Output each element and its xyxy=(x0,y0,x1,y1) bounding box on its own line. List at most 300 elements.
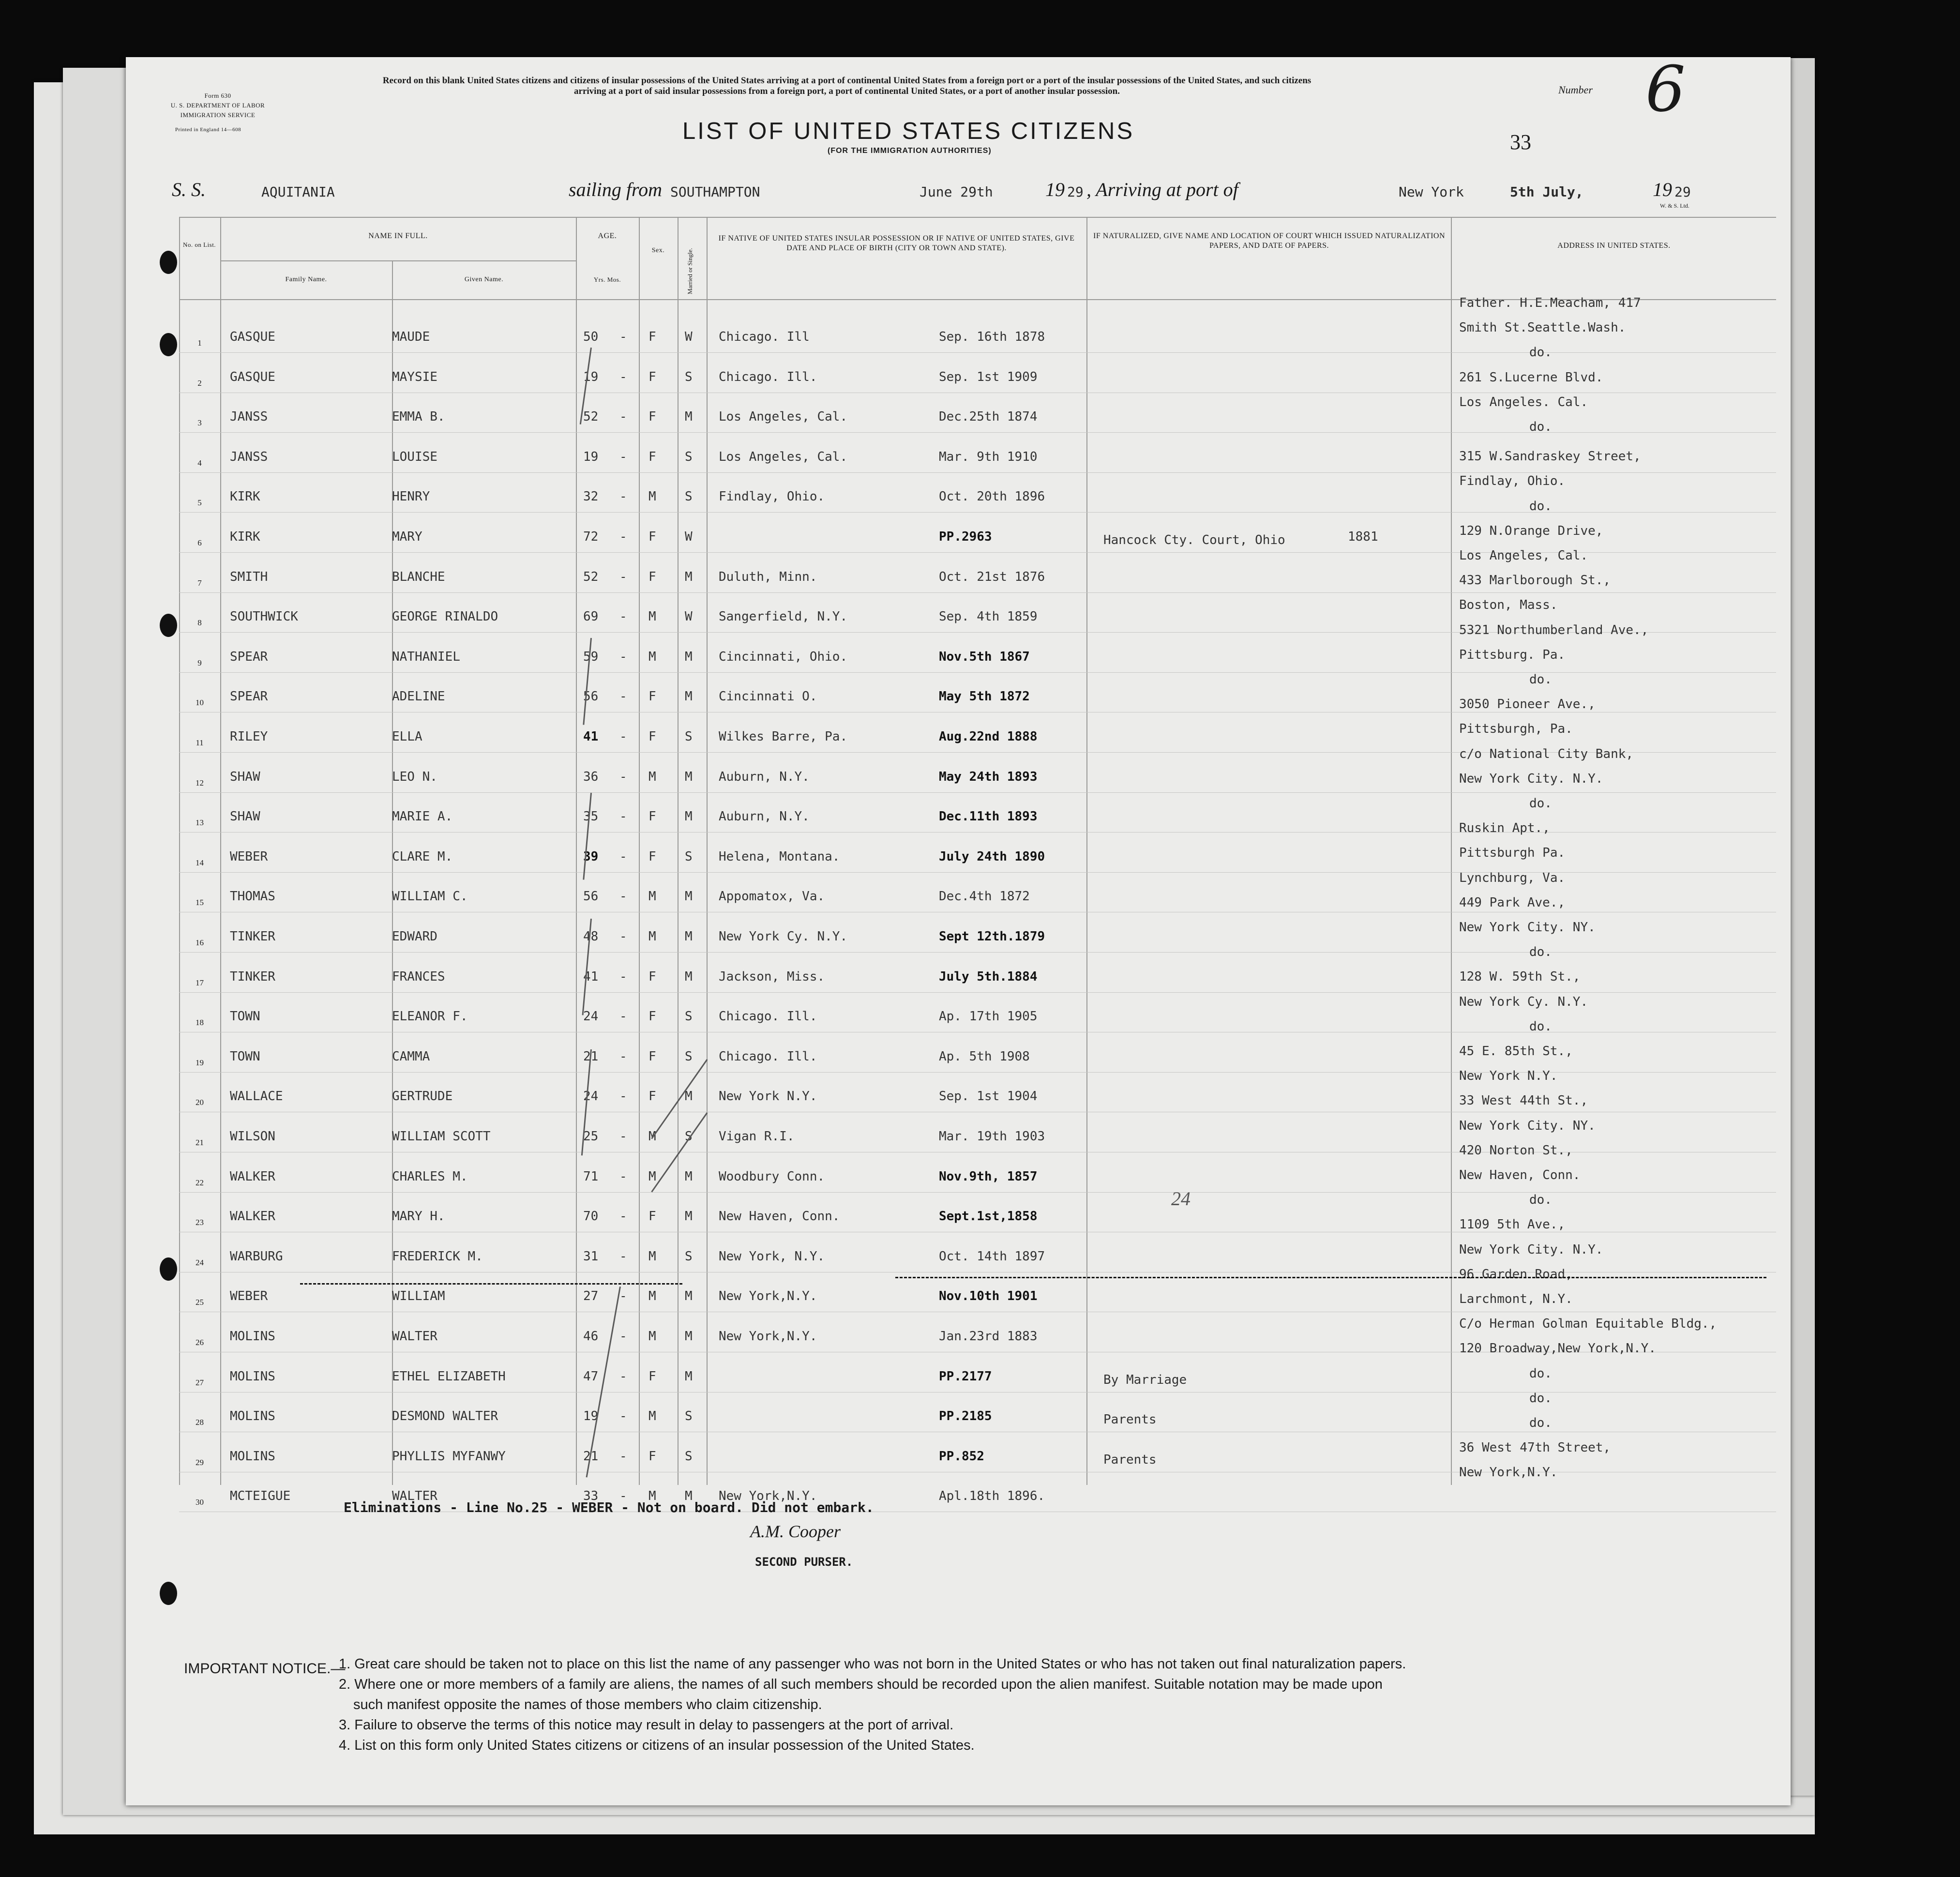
sex: F xyxy=(648,809,656,824)
line-25-strike xyxy=(300,1283,682,1285)
sex: M xyxy=(648,929,656,944)
marital-status: M xyxy=(685,1289,693,1304)
signature: A.M. Cooper xyxy=(750,1522,841,1541)
row-number: 9 xyxy=(197,658,202,667)
given-name: DESMOND WALTER xyxy=(392,1409,498,1424)
address-ditto: do. xyxy=(1529,345,1552,360)
age-years: 72 xyxy=(583,530,599,544)
given-name: MARY xyxy=(392,530,422,544)
address-line: Pittsburgh, Pa. xyxy=(1459,722,1573,737)
marital-status: M xyxy=(685,769,693,784)
marital-status: S xyxy=(685,1409,693,1424)
family-name: TINKER xyxy=(230,969,275,984)
age-months: - xyxy=(619,369,627,384)
address-line: 1109 5th Ave., xyxy=(1459,1217,1566,1232)
age-years: 35 xyxy=(583,809,599,824)
sex: M xyxy=(648,1289,656,1304)
sex: F xyxy=(648,330,656,344)
number-label: Number xyxy=(1558,84,1593,96)
birth-date: Sept.1st,1858 xyxy=(939,1209,1038,1224)
birth-place: Wilkes Barre, Pa. xyxy=(719,729,848,744)
address-line: 420 Norton St., xyxy=(1459,1143,1573,1158)
family-name: SPEAR xyxy=(230,689,268,704)
sex: F xyxy=(648,409,656,424)
naturalization-court: Parents xyxy=(1103,1452,1157,1467)
row-number: 29 xyxy=(196,1457,204,1467)
page-title: LIST OF UNITED STATES CITIZENS xyxy=(682,118,1135,144)
punch-hole xyxy=(160,1257,177,1281)
birth-place: Chicago. Ill. xyxy=(719,1009,817,1024)
marital-status: M xyxy=(685,689,693,704)
birth-place: New Haven, Conn. xyxy=(719,1209,840,1224)
row-number: 4 xyxy=(197,458,202,468)
birth-date: May 5th 1872 xyxy=(939,689,1030,704)
birth-date: Apl.18th 1896. xyxy=(939,1489,1045,1504)
row-number: 18 xyxy=(196,1018,204,1028)
birth-date: Oct. 21st 1876 xyxy=(939,569,1045,584)
sex: M xyxy=(648,889,656,904)
date-to: 5th July, xyxy=(1510,184,1583,200)
birth-place: Los Angeles, Cal. xyxy=(719,409,848,424)
sex: F xyxy=(648,689,656,704)
marital-status: S xyxy=(685,1449,693,1464)
family-name: GASQUE xyxy=(230,330,275,344)
birth-place: Los Angeles, Cal. xyxy=(719,449,848,464)
given-name: WILLIAM C. xyxy=(392,889,468,904)
marital-status: S xyxy=(685,729,693,744)
marital-status: S xyxy=(685,1009,693,1024)
marital-status: W xyxy=(685,609,693,624)
birth-place: Chicago. Ill. xyxy=(719,1049,817,1064)
sex: F xyxy=(648,1049,656,1064)
family-name: RILEY xyxy=(230,729,268,744)
given-name: WILLIAM SCOTT xyxy=(392,1129,491,1144)
address-line: New York City. NY. xyxy=(1459,1118,1596,1133)
age-months: - xyxy=(619,809,627,824)
year-from: 29 xyxy=(1067,184,1084,200)
address-line: Los Angeles, Cal. xyxy=(1459,548,1588,563)
year-prefix-2: 19 xyxy=(1653,179,1672,200)
row-number: 30 xyxy=(196,1498,204,1507)
age-years: 31 xyxy=(583,1249,599,1264)
age-years: 59 xyxy=(583,649,599,664)
birth-date: Jan.23rd 1883 xyxy=(939,1329,1038,1344)
row-number: 1 xyxy=(197,338,202,348)
address-line: C/o Herman Golman Equitable Bldg., xyxy=(1459,1317,1717,1332)
sex: M xyxy=(648,1489,656,1504)
row-rule xyxy=(179,992,1776,993)
col-rule xyxy=(639,217,640,1485)
birth-date: Dec.25th 1874 xyxy=(939,409,1038,424)
col-rule xyxy=(220,217,221,1485)
sex: M xyxy=(648,649,656,664)
family-name: WALKER xyxy=(230,1169,275,1184)
col-sex-header: Sex. xyxy=(651,247,665,254)
age-months: - xyxy=(619,929,627,944)
birth-place: Auburn, N.Y. xyxy=(719,809,810,824)
sex: M xyxy=(648,489,656,504)
family-name: JANSS xyxy=(230,409,268,424)
age-years: 21 xyxy=(583,1049,599,1064)
given-name: MAUDE xyxy=(392,330,430,344)
family-name: WARBURG xyxy=(230,1249,283,1264)
given-name: HENRY xyxy=(392,489,430,504)
punch-hole xyxy=(160,251,177,274)
family-name: SMITH xyxy=(230,569,268,584)
address-line: 261 S.Lucerne Blvd. xyxy=(1459,370,1603,385)
naturalization-year: 1881 xyxy=(1348,530,1378,544)
age-months: - xyxy=(619,1449,627,1464)
birth-place: Woodbury Conn. xyxy=(719,1169,825,1184)
notice-item: such manifest opposite the names of those members who claim citizenship. xyxy=(353,1697,822,1712)
sex: F xyxy=(648,530,656,544)
family-name: WALLACE xyxy=(230,1089,283,1104)
punch-hole xyxy=(160,333,177,356)
row-number: 12 xyxy=(196,778,204,787)
record-instructions: Record on this blank United States citizens and citizens of insular possessions of the United States arriving at a port of continental United States from a foreign port or a port of the insular possessions of the United States, and such citizens arriving at a port of said insular possessions from a foreign port, a port of continental United States, or a port of another insular possession. xyxy=(382,76,1312,96)
birth-date: Sep. 4th 1859 xyxy=(939,609,1038,624)
address-ditto: do. xyxy=(1529,945,1552,960)
age-years: 56 xyxy=(583,689,599,704)
sex: M xyxy=(648,1169,656,1184)
birth-place: Findlay, Ohio. xyxy=(719,489,825,504)
sex: M xyxy=(648,609,656,624)
notice-item: 1. Great care should be taken not to place on this list the name of any passenger who was not born in the United States or who has not taken out final naturalization papers. xyxy=(339,1656,1406,1672)
row-number: 25 xyxy=(196,1298,204,1307)
col-rule xyxy=(1086,217,1087,1485)
ship-name: AQUITANIA xyxy=(261,184,335,200)
row-rule xyxy=(179,592,1776,593)
given-name: FREDERICK M. xyxy=(392,1249,483,1264)
given-name: MARY H. xyxy=(392,1209,445,1224)
birth-date: Oct. 14th 1897 xyxy=(939,1249,1045,1264)
family-name: SPEAR xyxy=(230,649,268,664)
age-months: - xyxy=(619,1249,627,1264)
birth-date: Sep. 16th 1878 xyxy=(939,330,1045,344)
age-months: - xyxy=(619,1209,627,1224)
address-line: New York City. N.Y. xyxy=(1459,771,1603,786)
birth-date: Mar. 9th 1910 xyxy=(939,449,1038,464)
birth-place: New York N.Y. xyxy=(719,1089,817,1104)
age-years: 19 xyxy=(583,1409,599,1424)
given-name: CAMMA xyxy=(392,1049,430,1064)
family-name: SOUTHWICK xyxy=(230,609,298,624)
notice-heading: IMPORTANT NOTICE.— xyxy=(184,1661,346,1677)
row-number: 8 xyxy=(197,618,202,628)
col-rule xyxy=(1451,217,1452,1485)
row-number: 21 xyxy=(196,1138,204,1147)
col-rule xyxy=(707,217,708,1485)
address-line: 129 N.Orange Drive, xyxy=(1459,523,1603,538)
printer-mark: W. & S. Ltd. xyxy=(1660,202,1689,209)
marital-status: M xyxy=(685,1089,693,1104)
address-line: 449 Park Ave., xyxy=(1459,895,1566,910)
birth-place: Cincinnati, Ohio. xyxy=(719,649,848,664)
family-name: SHAW xyxy=(230,769,260,784)
date-from: June 29th xyxy=(920,184,993,200)
address-line: New Haven, Conn. xyxy=(1459,1168,1581,1182)
birth-date: Ap. 5th 1908 xyxy=(939,1049,1030,1064)
birth-place: New York,N.Y. xyxy=(719,1329,817,1344)
family-name: THOMAS xyxy=(230,889,275,904)
age-months: - xyxy=(619,1169,627,1184)
address-line: 3050 Pioneer Ave., xyxy=(1459,697,1596,712)
age-years: 25 xyxy=(583,1129,599,1144)
naturalization-court: Hancock Cty. Court, Ohio xyxy=(1103,533,1285,547)
service: IMMIGRATION SERVICE xyxy=(180,111,256,119)
age-months: - xyxy=(619,969,627,984)
address-line: 36 West 47th Street, xyxy=(1459,1440,1611,1455)
birth-place: Cincinnati O. xyxy=(719,689,817,704)
age-months: - xyxy=(619,330,627,344)
birth-place: Helena, Montana. xyxy=(719,849,840,864)
notice-item: 3. Failure to observe the terms of this notice may result in delay to passengers at the port of arrival. xyxy=(339,1717,954,1733)
naturalization-court: By Marriage xyxy=(1103,1372,1187,1387)
age-months: - xyxy=(619,1369,627,1384)
col-given-header: Given Name. xyxy=(464,276,504,283)
address-line: Pittsburg. Pa. xyxy=(1459,647,1566,662)
col-age-header: AGE. xyxy=(598,232,617,240)
page-number: 33 xyxy=(1510,130,1531,154)
row-number: 6 xyxy=(197,538,202,547)
address-line: 33 West 44th St., xyxy=(1459,1093,1588,1108)
family-name: TOWN xyxy=(230,1009,260,1024)
marital-status: S xyxy=(685,369,693,384)
birth-date: May 24th 1893 xyxy=(939,769,1038,784)
col-address-header: ADDRESS IN UNITED STATES. xyxy=(1557,242,1671,250)
age-years: 71 xyxy=(583,1169,599,1184)
address-ditto: do. xyxy=(1529,672,1552,687)
form-info xyxy=(165,91,271,120)
family-name: MOLINS xyxy=(230,1329,275,1344)
eliminations-note: Eliminations - Line No.25 - WEBER - Not on board. Did not embark. xyxy=(344,1499,874,1515)
age-years: 21 xyxy=(583,1449,599,1464)
pencil-tick xyxy=(651,1059,708,1139)
birth-place: New York Cy. N.Y. xyxy=(719,929,848,944)
printed-note: Printed in England 14—608 xyxy=(175,127,241,133)
marital-status: S xyxy=(685,1249,693,1264)
address-line: Pittsburgh Pa. xyxy=(1459,846,1566,861)
given-name: GERTRUDE xyxy=(392,1089,453,1104)
purser-title: SECOND PURSER. xyxy=(755,1555,853,1569)
sex: F xyxy=(648,1089,656,1104)
marital-status: W xyxy=(685,530,693,544)
col-name-header: NAME IN FULL. xyxy=(368,232,428,240)
sex: F xyxy=(648,1369,656,1384)
row-number: 22 xyxy=(196,1178,204,1187)
row-number: 27 xyxy=(196,1377,204,1387)
marital-status: S xyxy=(685,489,693,504)
birth-date: Ap. 17th 1905 xyxy=(939,1009,1038,1024)
given-name: GEORGE RINALDO xyxy=(392,609,498,624)
form-number: Form 630 xyxy=(204,92,231,99)
given-name: CHARLES M. xyxy=(392,1169,468,1184)
birth-date: PP.2185 xyxy=(939,1409,992,1424)
row-number: 14 xyxy=(196,858,204,867)
given-name: EMMA B. xyxy=(392,409,445,424)
given-name: CLARE M. xyxy=(392,849,453,864)
age-months: - xyxy=(619,1009,627,1024)
birth-date: Mar. 19th 1903 xyxy=(939,1129,1045,1144)
address-line: 5321 Northumberland Ave., xyxy=(1459,622,1649,637)
birth-date: Aug.22nd 1888 xyxy=(939,729,1038,744)
page-subtitle: (FOR THE IMMIGRATION AUTHORITIES) xyxy=(828,147,992,155)
family-name: TOWN xyxy=(230,1049,260,1064)
row-number: 17 xyxy=(196,978,204,987)
notice-item: 4. List on this form only United States citizens or citizens of an insular possession of the United States. xyxy=(339,1738,975,1753)
sex: M xyxy=(648,1129,656,1144)
age-years: 19 xyxy=(583,369,599,384)
marital-status: M xyxy=(685,969,693,984)
address-line: Findlay, Ohio. xyxy=(1459,474,1566,489)
sailing-label: sailing from xyxy=(569,179,662,200)
address-line: New York N.Y. xyxy=(1459,1069,1558,1084)
age-years: 48 xyxy=(583,929,599,944)
age-years: 70 xyxy=(583,1209,599,1224)
age-months: - xyxy=(619,769,627,784)
address-line: 433 Marlborough St., xyxy=(1459,573,1611,588)
given-name: PHYLLIS MYFANWY xyxy=(392,1449,506,1464)
age-years: 41 xyxy=(583,969,599,984)
marital-status: S xyxy=(685,1129,693,1144)
family-name: MOLINS xyxy=(230,1409,275,1424)
age-months: - xyxy=(619,569,627,584)
row-number: 15 xyxy=(196,898,204,908)
address-line: New York Cy. N.Y. xyxy=(1459,994,1588,1009)
given-name: FRANCES xyxy=(392,969,445,984)
birth-place: Auburn, N.Y. xyxy=(719,769,810,784)
age-years: 24 xyxy=(583,1009,599,1024)
age-months: - xyxy=(619,489,627,504)
age-months: - xyxy=(619,1289,627,1304)
notice-item: 2. Where one or more members of a family are aliens, the names of all such members should be recorded upon the alien manifest. Suitable notation may be made upon xyxy=(339,1677,1383,1692)
sex: F xyxy=(648,969,656,984)
line-25-strike xyxy=(895,1277,1766,1278)
marital-status: M xyxy=(685,569,693,584)
birth-date: Dec.4th 1872 xyxy=(939,889,1030,904)
age-months: - xyxy=(619,649,627,664)
family-name: MCTEIGUE xyxy=(230,1489,291,1504)
address-ditto: do. xyxy=(1529,1391,1552,1406)
given-name: WILLIAM xyxy=(392,1289,445,1304)
birth-date: July 5th.1884 xyxy=(939,969,1038,984)
given-name: ELEANOR F. xyxy=(392,1009,468,1024)
age-months: - xyxy=(619,1129,627,1144)
age-years: 50 xyxy=(583,330,599,344)
age-years: 19 xyxy=(583,449,599,464)
age-years: 46 xyxy=(583,1329,599,1344)
age-months: - xyxy=(619,729,627,744)
birth-place: New York, N.Y. xyxy=(719,1249,825,1264)
given-name: ADELINE xyxy=(392,689,445,704)
age-months: - xyxy=(619,1329,627,1344)
birth-date: Nov.9th, 1857 xyxy=(939,1169,1038,1184)
sex: F xyxy=(648,1449,656,1464)
family-name: JANSS xyxy=(230,449,268,464)
address-line: 120 Broadway,New York,N.Y. xyxy=(1459,1341,1656,1356)
col-no-header: No. on List. xyxy=(182,241,216,248)
row-number: 16 xyxy=(196,938,204,947)
address-line: c/o National City Bank, xyxy=(1459,746,1634,761)
age-months: - xyxy=(619,1489,627,1504)
address-ditto: do. xyxy=(1529,1193,1552,1208)
col-married-header: Married or Single. xyxy=(686,248,694,294)
age-months: - xyxy=(619,889,627,904)
punch-hole xyxy=(160,1582,177,1605)
address-ditto: do. xyxy=(1529,420,1552,434)
birth-date: Sept 12th.1879 xyxy=(939,929,1045,944)
row-number: 24 xyxy=(196,1257,204,1267)
sex: F xyxy=(648,569,656,584)
age-years: 69 xyxy=(583,609,599,624)
row-number: 10 xyxy=(196,698,204,708)
address-ditto: do. xyxy=(1529,1416,1552,1430)
age-years: 56 xyxy=(583,889,599,904)
sex: F xyxy=(648,369,656,384)
age-months: - xyxy=(619,530,627,544)
address-line: Boston, Mass. xyxy=(1459,598,1558,613)
marital-status: M xyxy=(685,1329,693,1344)
marital-status: M xyxy=(685,649,693,664)
col-yrsmos-header: Yrs. Mos. xyxy=(593,276,621,283)
family-name: MOLINS xyxy=(230,1369,275,1384)
birth-date: PP.852 xyxy=(939,1449,984,1464)
ss-label: S. S. xyxy=(172,179,206,200)
row-number: 20 xyxy=(196,1098,204,1107)
row-number: 3 xyxy=(197,418,202,428)
given-name: EDWARD xyxy=(392,929,437,944)
marital-status: S xyxy=(685,449,693,464)
given-name: MARIE A. xyxy=(392,809,453,824)
marital-status: M xyxy=(685,889,693,904)
arriving-label: , Arriving at port of xyxy=(1086,179,1238,200)
row-number: 7 xyxy=(197,578,202,588)
sex: F xyxy=(648,849,656,864)
birth-place: Chicago. Ill. xyxy=(719,369,817,384)
given-name: WALTER xyxy=(392,1329,437,1344)
family-name: WEBER xyxy=(230,1289,268,1304)
given-name: MAYSIE xyxy=(392,369,437,384)
birth-place: Jackson, Miss. xyxy=(719,969,825,984)
age-months: - xyxy=(619,1089,627,1104)
birth-place: New York,N.Y. xyxy=(719,1489,817,1504)
marital-status: M xyxy=(685,1169,693,1184)
col-family-header: Family Name. xyxy=(285,276,327,283)
birth-place: Vigan R.I. xyxy=(719,1129,795,1144)
given-name: BLANCHE xyxy=(392,569,445,584)
given-name: ETHEL ELIZABETH xyxy=(392,1369,506,1384)
marital-status: S xyxy=(685,849,693,864)
year-prefix: 19 xyxy=(1045,179,1065,200)
marital-status: M xyxy=(685,409,693,424)
address-line: Los Angeles. Cal. xyxy=(1459,394,1588,409)
sex: M xyxy=(648,1249,656,1264)
row-number: 5 xyxy=(197,498,202,508)
year-to: 29 xyxy=(1674,184,1691,200)
marital-status: M xyxy=(685,1209,693,1224)
row-number: 28 xyxy=(196,1418,204,1427)
birth-place: Duluth, Minn. xyxy=(719,569,817,584)
col-naturalized-header: IF NATURALIZED, GIVE NAME AND LOCATION OF COURT WHICH ISSUED NATURALIZATION PAPERS, AND DATE OF PAPERS. xyxy=(1093,232,1446,250)
age-years: 27 xyxy=(583,1289,599,1304)
address-line: New York,N.Y. xyxy=(1459,1465,1558,1480)
birth-date: Sep. 1st 1904 xyxy=(939,1089,1038,1104)
birth-place: Sangerfield, N.Y. xyxy=(719,609,848,624)
birth-place: Appomatox, Va. xyxy=(719,889,825,904)
family-name: TINKER xyxy=(230,929,275,944)
age-months: - xyxy=(619,449,627,464)
age-years: 39 xyxy=(583,849,599,864)
